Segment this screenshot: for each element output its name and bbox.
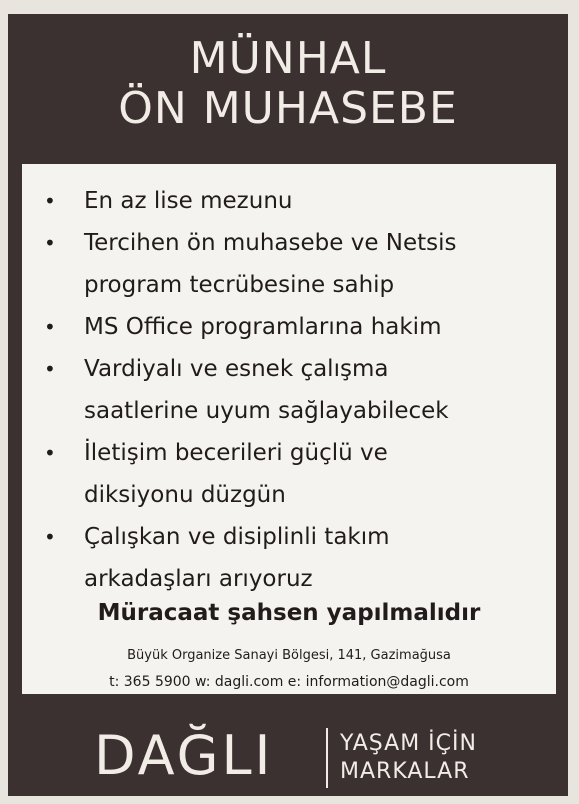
requirement-text: Vardiyalı ve esnek çalışma (84, 356, 389, 382)
bullet-icon: • (44, 315, 56, 339)
slogan-line-1: YAŞAM İÇİN (340, 731, 477, 756)
bullet-icon: • (44, 189, 56, 213)
requirement-text: En az lise mezunu (84, 188, 293, 214)
requirements-list (40, 180, 546, 600)
requirements-panel (22, 164, 556, 694)
job-ad (8, 14, 568, 796)
bullet-icon: • (44, 357, 56, 381)
requirement-text: Çalışkan ve disiplinli takım (84, 524, 390, 550)
apply-instruction: Müracaat şahsen yapılmalıdır (97, 600, 481, 626)
requirement-text: arkadaşları arıyoruz (84, 566, 313, 592)
requirement-item (40, 516, 546, 600)
requirement-item (40, 306, 546, 348)
requirement-text: Tercihen ön muhasebe ve Netsis (84, 230, 457, 256)
requirement-item (40, 348, 546, 432)
title-line-2: ÖN MUHASEBE (118, 83, 458, 134)
company-address: Büyük Organize Sanayi Bölgesi, 141, Gazimağusa (127, 648, 451, 663)
slogan-line-2: MARKALAR (340, 759, 470, 784)
logo-divider (326, 728, 328, 788)
requirement-item (40, 222, 546, 306)
requirement-text: saatlerine uyum sağlayabilecek (84, 398, 449, 424)
brand-logo: DAĞLI (94, 724, 274, 787)
requirement-text: diksiyonu düzgün (84, 482, 286, 508)
requirement-item (40, 432, 546, 516)
contact-info: t: 365 5900 w: dagli.com e: information@dagli.com (109, 674, 469, 690)
ad-title (8, 34, 568, 134)
bullet-icon: • (44, 231, 56, 255)
requirement-text: MS Office programlarına hakim (84, 314, 442, 340)
requirement-text: program tecrübesine sahip (84, 272, 395, 298)
bullet-icon: • (44, 441, 56, 465)
brand-slogan (340, 730, 477, 786)
requirement-text: İletişim becerileri güçlü ve (84, 440, 388, 466)
requirement-item (40, 180, 546, 222)
bullet-icon: • (44, 525, 56, 549)
title-line-1: MÜNHAL (189, 33, 387, 84)
